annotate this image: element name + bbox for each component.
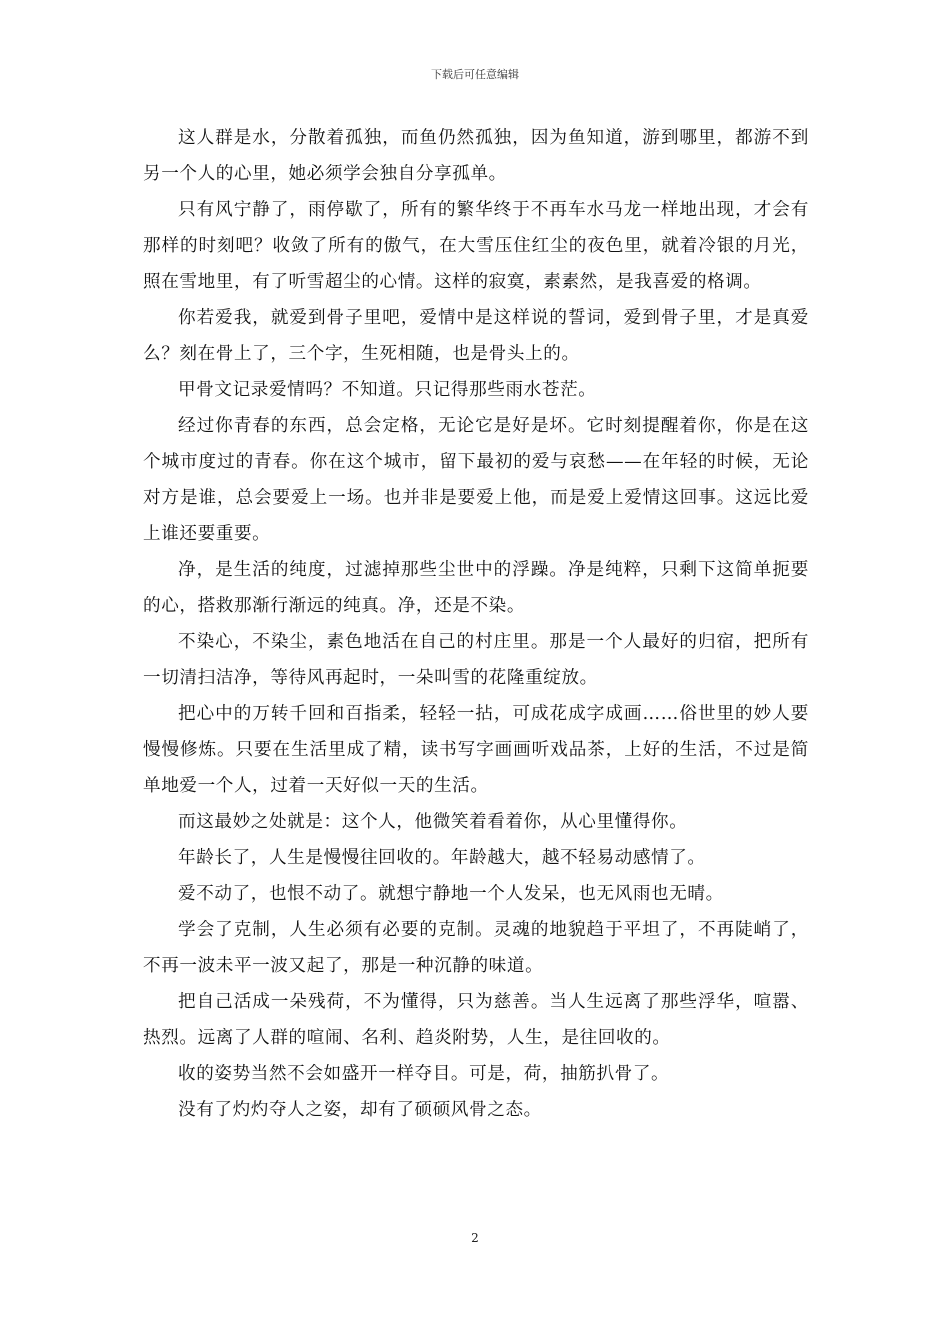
- page-number: 2: [471, 1231, 479, 1245]
- paragraph: 收的姿势当然不会如盛开一样夺目。可是，荷，抽筋扒骨了。: [178, 1064, 670, 1084]
- paragraph: 这人群是水，分散着孤独，而鱼仍然孤独，因为鱼知道，游到哪里，都游不到另一个人的心里，她必须学会独自分享孤单。: [143, 128, 809, 184]
- paragraph: 而这最妙之处就是：这个人，他微笑着看着你，从心里懂得你。: [178, 812, 688, 832]
- paragraph: 把心中的万转千回和百指柔，轻轻一拈，可成花成字成画……俗世里的妙人要慢慢修炼。只要在生活里成了精，读书写字画画听戏品茶，上好的生活，不过是简单地爱一个人，过着一天好似一天的生活。: [143, 704, 809, 796]
- paragraph: 年龄长了，人生是慢慢往回收的。年龄越大，越不轻易动感情了。: [178, 848, 706, 868]
- page-header: 下载后可任意编辑: [431, 68, 519, 81]
- paragraph: 没有了灼灼夺人之姿，却有了硕硕风骨之态。: [178, 1100, 542, 1120]
- document-body: [143, 120, 809, 1128]
- paragraph: 爱不动了，也恨不动了。就想宁静地一个人发呆，也无风雨也无晴。: [178, 884, 724, 904]
- paragraph: 经过你青春的东西，总会定格，无论它是好是坏。它时刻提醒着你，你是在这个城市度过的青春。你在这个城市，留下最初的爱与哀愁——在年轻的时候，无论对方是谁，总会要爱上一场。也并非是要爱上他，而是爱上爱情这回事。这远比爱上谁还要重要。: [143, 416, 809, 544]
- paragraph: 学会了克制，人生必须有必要的克制。灵魂的地貌趋于平坦了，不再陡峭了，不再一波未平一波又起了，那是一种沉静的味道。: [143, 920, 809, 976]
- paragraph: 你若爱我，就爱到骨子里吧，爱情中是这样说的誓词，爱到骨子里，才是真爱么？刻在骨上了，三个字，生死相随，也是骨头上的。: [143, 308, 809, 364]
- paragraph: 只有风宁静了，雨停歇了，所有的繁华终于不再车水马龙一样地出现，才会有那样的时刻吧？收敛了所有的傲气，在大雪压住红尘的夜色里，就着冷银的月光，照在雪地里，有了听雪超尘的心情。这样的寂寞，素素然，是我喜爱的格调。: [143, 200, 809, 292]
- paragraph: 净，是生活的纯度，过滤掉那些尘世中的浮躁。净是纯粹，只剩下这简单扼要的心，搭救那渐行渐远的纯真。净，还是不染。: [143, 560, 809, 616]
- paragraph: 不染心，不染尘，素色地活在自己的村庄里。那是一个人最好的归宿，把所有一切清扫洁净，等待风再起时，一朵叫雪的花隆重绽放。: [143, 632, 809, 688]
- paragraph: 甲骨文记录爱情吗？不知道。只记得那些雨水苍茫。: [178, 380, 597, 400]
- paragraph: 把自己活成一朵残荷，不为懂得，只为慈善。当人生远离了那些浮华，喧嚣、热烈。远离了人群的喧闹、名利、趋炎附势，人生，是往回收的。: [143, 992, 809, 1048]
